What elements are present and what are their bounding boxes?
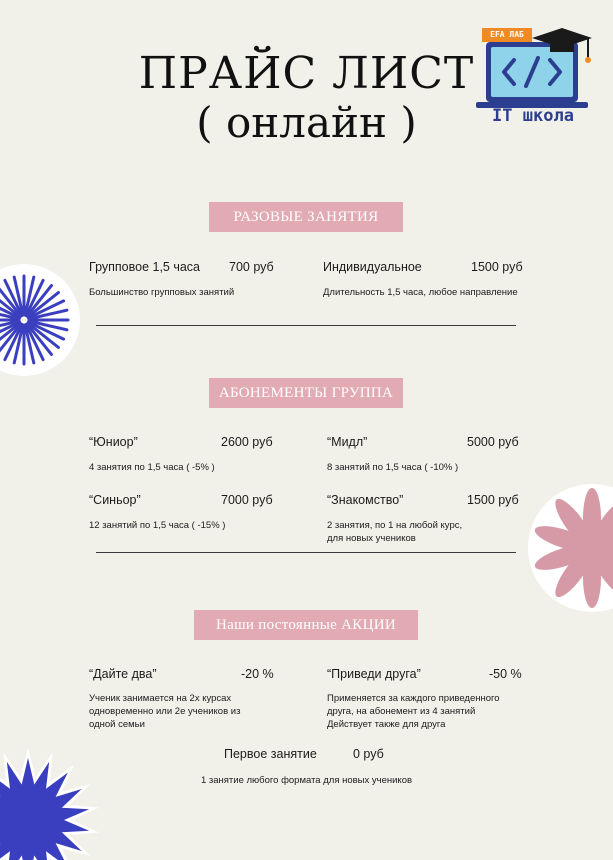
item-desc (89, 692, 240, 731)
section-heading-single: РАЗОВЫЕ ЗАНЯТИЯ (209, 202, 403, 232)
item-desc: Длительность 1,5 часа, любое направление (323, 287, 518, 298)
item-price: -20 % (241, 667, 274, 681)
item-price: 2600 руб (221, 435, 273, 449)
item-name: “Приведи друга” (327, 667, 421, 681)
section-heading-promo: Наши постоянные АКЦИИ (194, 610, 418, 640)
sunburst-left (0, 264, 80, 376)
item-desc-line: одновременно или 2е учеников из (89, 706, 241, 717)
divider (96, 552, 516, 553)
starburst-bottom-left (0, 748, 99, 860)
item-price: 1500 руб (467, 493, 519, 507)
item-desc-line: Действует также для друга (327, 719, 446, 730)
item-price: 1500 руб (471, 260, 523, 274)
item-name: “Юниор” (89, 435, 138, 449)
logo-badge: EFA ЛАБ (482, 28, 532, 42)
item-desc: Большинство групповых занятий (89, 287, 235, 298)
logo-caption: IT школа (492, 106, 574, 126)
item-desc-line: одной семьи (89, 719, 145, 730)
item-name: “Мидл” (327, 435, 368, 449)
item-desc: 4 занятия по 1,5 часа ( -5% ) (89, 462, 215, 473)
item-desc-line: Применяется за каждого приведенного (327, 693, 500, 704)
item-name: “Знакомство” (327, 493, 404, 507)
item-price: 700 руб (229, 260, 274, 274)
item-name: Индивидуальное (323, 260, 422, 274)
page-title: ПРАЙС ЛИСТ (138, 48, 475, 99)
divider (96, 325, 516, 326)
first-lesson-price: 0 руб (353, 747, 384, 761)
flower-right (528, 484, 613, 612)
item-name: “Синьор” (89, 493, 141, 507)
item-desc (327, 692, 500, 731)
item-desc: 8 занятий по 1,5 часа ( -10% ) (327, 462, 459, 473)
item-desc-line: 2 занятия, по 1 на любой курс, (327, 520, 463, 531)
section-heading-group: АБОНЕМЕНТЫ ГРУППА (209, 378, 403, 408)
item-name: Групповое 1,5 часа (89, 260, 201, 274)
item-price: 7000 руб (221, 493, 273, 507)
item-desc-line: для новых учеников (327, 533, 416, 544)
item-desc (327, 519, 462, 545)
item-desc: 12 занятий по 1,5 часа ( -15% ) (89, 520, 226, 531)
item-price: -50 % (489, 667, 522, 681)
item-name: “Дайте два” (89, 667, 157, 681)
item-desc-line: друга, на абонемент из 4 занятий (327, 706, 476, 717)
first-lesson-desc: 1 занятие любого формата для новых учеников (200, 775, 413, 786)
item-desc-line: Ученик занимается на 2х курсах (89, 693, 232, 704)
item-price: 5000 руб (467, 435, 519, 449)
page-subtitle: ( онлайн ) (196, 98, 417, 147)
first-lesson-name: Первое занятие (224, 747, 317, 761)
